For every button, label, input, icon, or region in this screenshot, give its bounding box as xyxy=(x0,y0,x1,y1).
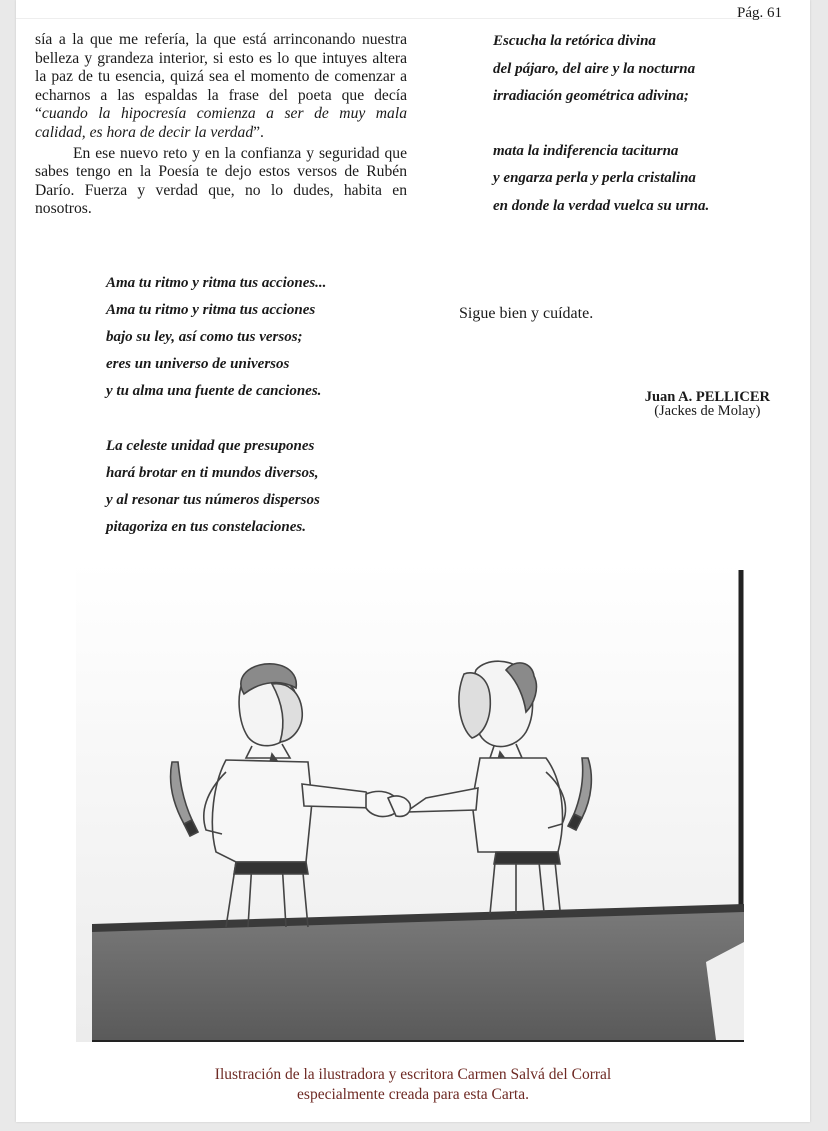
paragraph-1 xyxy=(35,31,407,143)
page xyxy=(16,0,810,1122)
stanza-gap xyxy=(106,405,326,433)
handshake-drawing xyxy=(76,562,744,1042)
poem-line: Ama tu ritmo y ritma tus acciones... xyxy=(106,275,327,291)
poem-line: Ama tu ritmo y ritma tus acciones xyxy=(106,302,316,318)
poem-line: Escucha la retórica divina xyxy=(493,33,656,49)
page-number: Pág. 61 xyxy=(737,5,782,21)
stanza-gap xyxy=(493,111,709,138)
poem-line: irradiación geométrica adivina; xyxy=(493,88,689,104)
poem-line: en donde la verdad vuelca su urna. xyxy=(493,197,710,214)
author-name: Juan A. PELLICER xyxy=(644,389,770,405)
page-header-bar xyxy=(16,0,770,19)
poem-line: del pájaro, del aire y la nocturna xyxy=(493,60,696,77)
paragraph-2: En ese nuevo reto y en la confianza y seguridad que sabes tengo en la Poesía te dejo estos versos de Rubén Darío. Fuerza y verdad que, no lo dudes, habita en nosotros. xyxy=(35,144,407,218)
left-column-text xyxy=(35,31,407,219)
caption-line-1: Ilustración de la ilustradora y escritora Carmen Salvá del Corral xyxy=(214,1066,612,1083)
poem-line: La celeste unidad que presupones xyxy=(106,438,315,454)
poet-quote: cuando la hipocresía comienza a ser de muy mala calidad, es hora de decir la verdad xyxy=(35,105,407,141)
paragraph-1-end: ”. xyxy=(253,123,264,141)
illustration-handshake xyxy=(76,562,744,1042)
signature xyxy=(645,390,770,418)
poem-line: pitagoriza en tus constelaciones. xyxy=(106,519,307,535)
poem-line: eres un universo de universos xyxy=(106,356,290,372)
right-poem xyxy=(493,28,709,220)
author-alias: (Jackes de Molay) xyxy=(654,403,761,419)
illustration-caption xyxy=(16,1065,810,1105)
caption-line-2: especialmente creada para esta Carta. xyxy=(297,1086,529,1103)
paragraph-1-text: sía a la que me refería, la que está arrinconando nuestra belleza y grandeza interior, si esto es lo que intuyes altera la paz de tu esencia, quizá sea el momento de comenzar a echarnos a las espaldas la frase del poeta que decía “ xyxy=(35,31,407,123)
poem-line: bajo su ley, así como tus versos; xyxy=(106,329,303,345)
poem-line: y engarza perla y perla cristalina xyxy=(493,170,696,186)
sign-off: Sigue bien y cuídate. xyxy=(459,305,594,322)
poem-line: y al resonar tus números dispersos xyxy=(106,492,320,508)
poem-line: y tu alma una fuente de canciones. xyxy=(106,383,322,399)
center-poem xyxy=(106,270,326,541)
poem-line: mata la indiferencia taciturna xyxy=(493,142,679,159)
poem-line: hará brotar en ti mundos diversos, xyxy=(106,465,319,481)
